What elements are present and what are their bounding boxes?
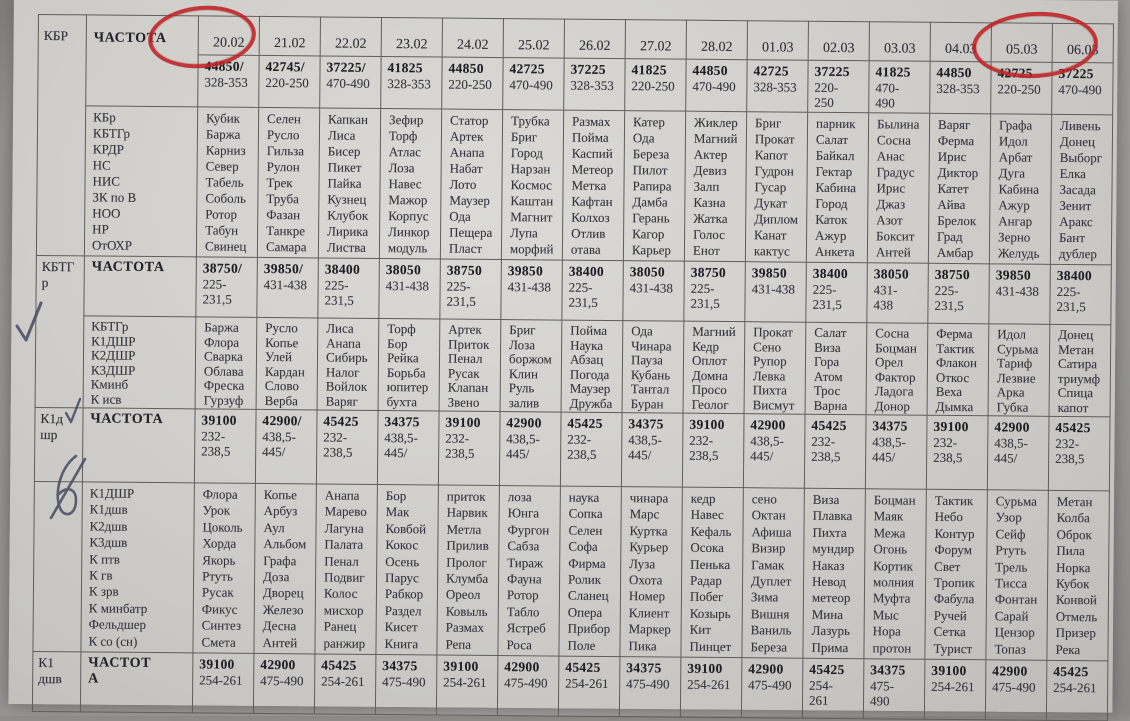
handwritten-check-icon [64,396,82,426]
frequency-cell: 39100 254-261 [192,653,254,714]
frequency-row-label: ЧАСТОТА [82,408,195,483]
callsign-cell: Салат Виза Гора Атом Трос Варна [805,322,867,415]
callsign-cell: Анапа Марево Лагуна Палата Пенал Подвиг Колос мисхор Ранец ранжир [315,484,377,655]
frequency-cell: 44850 470-490 [686,59,747,112]
frequency-row-label: ЧАСТОТА [84,256,197,317]
callsign-cell: Статор Артек Анапа Набат Лото Маузер Ода Пещера Пласт [440,109,502,260]
frequency-cell: 38750 225- 231,5 [684,261,746,322]
callsign-cell: Сосна Боцман Орел Фактор Ладога Донор [866,323,928,416]
callsign-cell: Катер Ода Береза Пилот Рапира Дамба Герань Кагор Карьер [623,111,685,262]
frequency-cell: 37225/ 470-490 [320,56,381,109]
frequency-cell: 37225 470-490 [1052,62,1113,115]
frequency-cell: 39100 254-261 [924,659,986,720]
frequency-callsign-table [32,14,1114,721]
callsign-cell: парник Салат Байкал Гектар Кабина Город Каток Ажур Анкета [806,112,868,263]
section-label-kbtgr: КБТГ р [35,255,84,407]
frequency-cell: 39100 232- 238,5 [194,409,256,484]
frequency-cell: 38050 431-438 [379,258,441,319]
frequency-cell: 38400 225- 231,5 [806,262,868,323]
frequency-cell: 38050 431-438 [623,261,685,322]
date-header-cell: 01.03 [747,21,808,61]
callsign-cell: Идол Сурьма Тариф Лезвие Арка Губка [988,324,1050,417]
frequency-cell: 41825 470- 490 [869,61,930,114]
frequency-cell: 41825 220-250 [625,59,686,112]
frequency-cell: 38750 225- 231,5 [440,259,502,320]
unit-labels-cell: КБТГр К1ДШР К2ДШР К3ДШР Кминб К исв [83,316,196,409]
frequency-cell: 45425 232- 238,5 [804,414,866,489]
frequency-cell: 34375 438,5- 445/ [377,410,439,485]
date-header-cell: 20.02 [198,16,259,56]
callsign-cell: Жиклер Магний Актер Девиз Залп Казна Жатка Голос Енот [684,111,746,262]
section-label-k1dshv: К1 дшв [32,651,81,711]
frequency-cell: 34375 438,5- 445/ [865,415,927,490]
callsign-cell: Копье Арбуз Аул Альбом Графа Доза Дворец Железо Десна Антей [254,483,316,654]
frequency-cell: 42900/ 438,5- 445/ [255,409,317,484]
frequency-cell: 42900 475-490 [497,656,559,717]
callsign-cell: приток Нарвик Метла Прилив Пролог Клумба Ореол Ковыль Размах Репа [437,485,499,656]
frequency-cell: 39100 232- 238,5 [438,411,500,486]
callsign-cell: Виза Плавка Пихта мундир Наказ Невод метеор Мина Лазурь Прима [803,488,865,659]
frequency-cell: 39850/ 431-438 [257,257,319,318]
frequency-cell: 34375 475-490 [375,654,437,715]
frequency-cell: 34375 475-490 [619,657,681,718]
callsign-cell: Баржа Флора Сварка Облава Фреска Гурзуф [195,317,257,410]
section-label-kbr: КБР [36,15,86,256]
frequency-cell: 38750/ 225- 231,5 [196,257,258,318]
frequency-cell: 38050 431- 438 [867,263,929,324]
frequency-cell: 42900 438,5- 445/ [987,416,1049,491]
callsign-cell: Торф Бор Рейка Борьба юпитер бухта [378,318,440,411]
frequency-cell: 39100 254-261 [436,655,498,716]
date-header-cell: 05.03 [991,23,1052,63]
frequency-cell: 37225 328-353 [564,58,625,111]
frequency-cell: 45425 232- 238,5 [1048,416,1110,491]
callsign-cell: кедр Навес Кефаль Осока Пенька Радар Побег Козырь Кит Пинцет [681,487,743,658]
frequency-cell: 45425 254-261 [314,654,376,715]
frequency-cell: 39850 431-438 [501,260,563,321]
callsign-cell: Капкан Лиса Бисер Пикет Пайка Кузнец Клубок Лирика Листва [318,108,380,259]
frequency-cell: 38400 225- 231,5 [562,260,624,321]
callsign-cell: чинара Марс Куртка Курьер Луза Охота Номер Клиент Маркер Пика [620,487,682,658]
callsign-cell: Бриг Прокат Капот Гудрон Гусар Дукат Диплом Канат кактус [745,112,807,263]
frequency-cell: 42900 475-490 [253,653,315,714]
date-header-cell: 27.02 [625,20,686,60]
frequency-cell: 39100 232- 238,5 [682,413,744,488]
date-header-cell: 06.03 [1052,23,1113,63]
frequency-cell: 45425 254- 261 [802,658,864,719]
callsign-cell: Донец Метан Сатира триумф Спица капот [1049,324,1111,417]
callsign-cell: Варяг Ферма Ирис Диктор Катет Айва Брелок Град Амбар [928,113,990,264]
date-header-cell: 25.02 [503,19,564,59]
frequency-cell: 34375 475- 490 [863,659,925,720]
frequency-cell: 38400 225- 231,5 [318,258,380,319]
callsign-cell: Селен Русло Гильза Рулон Трек Труба Фазан Танкре Самара [257,107,319,258]
callsign-cell: Лиса Анапа Сибирь Налог Войлок Варяг [317,318,379,411]
date-header-cell: 24.02 [442,18,503,58]
callsign-cell: наука Сопка Селен Софа Фирма Ролик Сланец Опера Прибор Поле [559,486,621,657]
callsign-cell: Ода Чинара Пауза Кубань Тантал Буран [622,321,684,414]
date-header-cell: 22.02 [320,17,381,57]
frequency-cell: 42900 438,5- 445/ [499,412,561,487]
date-header-cell: 02.03 [808,21,869,61]
callsign-cell: Ферма Тактик Флакон Откос Веха Дымка [927,323,989,416]
frequency-cell: 42725 220-250 [991,62,1052,115]
frequency-row-label: ЧАСТОТА [86,15,199,107]
frequency-cell: 34375 438,5- 445/ [621,413,683,488]
handwritten-check-icon [14,298,44,346]
callsign-cell: Кубик Баржа Карниз Север Табель Соболь Ротор Табун Свинец [196,107,258,258]
callsign-cell: Русло Копье Улей Кардан Слово Верба [256,317,318,410]
frequency-cell: 42745/ 220-250 [259,55,320,108]
callsign-cell: Флора Урок Цоколь Хорда Якорь Ртуть Русак Фикус Синтез Смета [193,483,255,654]
callsign-cell: Прокат Сено Рупор Левка Пихта Висмут [744,322,806,415]
date-header-cell: 28.02 [686,20,747,60]
frequency-cell: 45425 254-261 [1046,660,1108,721]
frequency-cell: 42900 438,5- 445/ [743,414,805,489]
date-header-cell: 04.03 [930,22,991,62]
callsign-cell: Тактик Небо Контур Форум Свет Тропик Фабула Ручей Сетка Турист [925,489,987,660]
callsign-cell: Ливень Донец Выборг Елка Засада Зенит Аракс Бант дублер [1050,114,1112,265]
frequency-cell: 45425 254-261 [558,656,620,717]
frequency-cell: 39100 254-261 [680,657,742,718]
callsign-cell: Графа Идол Арбат Дуга Кабина Ажур Ангар Зерно Желудь [989,114,1051,265]
callsign-cell: сено Октан Афиша Визир Гамак Дуплет Зима Вишня Ваниль Береза [742,488,804,659]
callsign-cell: лоза Юнга Фургон Сабза Тираж Фауна Ротор Табло Ястреб Роса [498,486,560,657]
frequency-cell: 42725 328-353 [747,60,808,113]
frequency-cell: 41825 328-353 [381,56,442,109]
unit-labels-cell: К1ДШР К1дшв К2дшв К3дшв К птв К гв К зрв К минбатр Фельдшер К со (сн) [81,482,194,653]
callsign-cell: Магний Кедр Оплот Домна Просо Геолог [683,321,745,414]
frequency-cell: 45425 232- 238,5 [316,410,378,485]
frequency-cell: 45425 232- 238,5 [560,412,622,487]
callsign-cell: Сурьма Узор Сейф Ртуть Трель Тисса Фонтан Сарай Цензор Топаз [986,490,1048,661]
frequency-cell: 39850 431-438 [745,262,807,323]
callsign-cell: Метан Колба Оброк Пила Норка Кубок Конвой Отмель Призер Река [1047,490,1109,661]
frequency-cell: 42900 475-490 [985,660,1047,721]
date-header-cell: 03.03 [869,22,930,62]
callsign-cell: Боцман Маяк Межа Огонь Кортик молния Муфта Мыс Нора протон [864,489,926,660]
frequency-cell: 37225 220- 250 [808,60,869,113]
frequency-cell: 44850/ 328-353 [198,55,259,108]
callsign-cell: Размах Пойма Каспий Метеор Метка Кафтан Колхоз Отлив отава [562,110,624,261]
callsign-cell: Пойма Наука Абзац Погода Маузер Дружба [561,320,623,413]
date-header-cell: 26.02 [564,19,625,59]
frequency-cell: 38400 225- 231,5 [1050,264,1112,325]
unit-labels-cell: КБр КБТГр КРДР НС НИС ЗК по В НОО НР ОтОХР [84,106,197,257]
frequency-cell: 39100 232- 238,5 [926,415,988,490]
frequency-cell: 44850 328-353 [930,61,991,114]
frequency-cell: 42725 470-490 [503,58,564,111]
frequency-cell: 39850 431-438 [989,264,1051,325]
frequency-cell: 44850 220-250 [442,57,503,110]
frequency-cell: 38750 225- 231,5 [928,263,990,324]
callsign-cell: Былина Сосна Анас Градус Ирис Джаз Азот Боксит Антей [867,113,929,264]
date-header-cell: 23.02 [381,17,442,57]
section-label-k1dshr: К1д шр [34,407,83,481]
handwritten-scribble-icon [46,450,90,528]
callsign-cell: Бор Мак Ковбой Кокос Осень Парус Рабкор Раздел Кисет Книга [376,484,438,655]
frequency-cell: 42900 475-490 [741,658,803,719]
callsign-cell: Артек Приток Пенал Русак Клапан Звено [439,319,501,412]
callsign-cell: Зефир Торф Атлас Лоза Навес Мажор Корпус Линкор модуль [379,108,441,259]
date-header-cell: 21.02 [259,16,320,56]
callsign-cell: Трубка Бриг Город Нарзан Космос Каштан Магнит Лупа морфий [501,110,563,261]
callsign-cell: Бриг Лоза боржом Клин Руль залив [500,320,562,413]
frequency-row-label: ЧАСТОТ А [80,652,193,713]
